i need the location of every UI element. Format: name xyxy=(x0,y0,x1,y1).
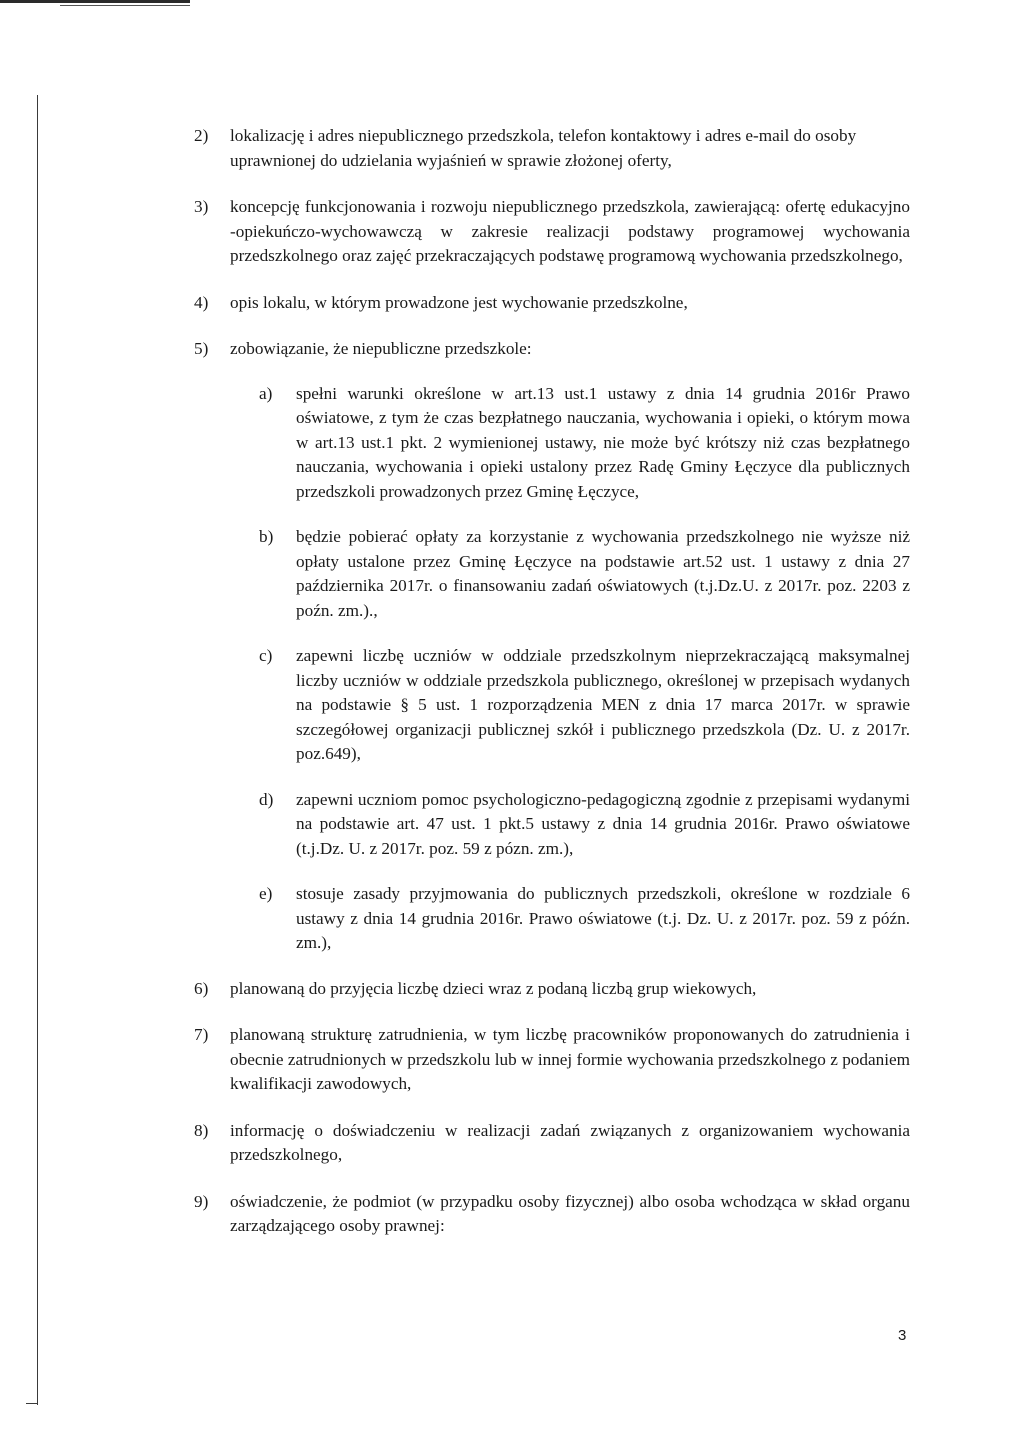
list-item-5 xyxy=(194,337,910,977)
sub-item-e xyxy=(259,882,910,956)
list-item-7 xyxy=(194,1023,910,1097)
sub-item-b xyxy=(259,525,910,623)
sub-letter: c) xyxy=(259,646,273,665)
list-text: opis lokalu, w którym prowadzone jest wychowanie przedszkolne, xyxy=(230,292,688,312)
scan-edge-top-thin xyxy=(60,5,190,6)
list-text: informację o doświadczeniu w realizacji zadań związanych z organizowaniem wychowania przedszkolnego, xyxy=(230,1120,910,1164)
list-number: 4) xyxy=(194,292,209,312)
sub-letter: b) xyxy=(259,527,274,546)
scan-edge-left xyxy=(37,95,38,1405)
list-text: planowaną do przyjęcia liczbę dzieci wraz z podaną liczbą grup wiekowych, xyxy=(230,978,757,998)
sub-letter: d) xyxy=(259,789,274,809)
sub-item-c xyxy=(259,644,910,767)
list-number: 2) xyxy=(194,126,209,145)
list-text: zobowiązanie, że niepubliczne przedszkole: xyxy=(230,339,532,358)
list-number: 5) xyxy=(194,339,209,358)
scan-edge-left-foot xyxy=(26,1403,38,1404)
list-text: planowaną strukturę zatrudnienia, w tym liczbę pracowników proponowanych do zatrudnienia i obecnie zatrudnionych w przedszkolu lub w innej formie wychowania przedszkolnego z podaniem kwalifikacji zawodowych, xyxy=(230,1025,910,1093)
list-item-6 xyxy=(194,977,910,1002)
sub-letter: a) xyxy=(259,383,273,403)
list-item-9 xyxy=(194,1190,910,1239)
sub-text: zapewni uczniom pomoc psychologiczno-pedagogiczną zgodnie z przepisami wydanymi na podstawie art. 47 ust. 1 pkt.5 ustawy z dnia 14 grudnia 2016r. Prawo oświatowe (t.j.Dz. U. z 2017r. poz. 59 z pózn. zm.), xyxy=(296,789,910,858)
list-number: 3) xyxy=(194,197,209,216)
sub-item-d xyxy=(259,788,910,862)
page-number: 3 xyxy=(898,1327,907,1344)
scan-edge-top xyxy=(0,0,190,3)
sub-text: stosuje zasady przyjmowania do publicznych przedszkoli, określone w rozdziale 6 ustawy z dnia 14 grudnia 2016r. Prawo oświatowe (t.j. Dz. U. z 2017r. poz. 59 z późn. zm.), xyxy=(296,884,910,952)
sub-list xyxy=(259,382,910,956)
list-text: oświadczenie, że podmiot (w przypadku osoby fizycznej) albo osoba wchodząca w skład organu zarządzającego osoby prawnej: xyxy=(230,1191,910,1235)
list-number: 9) xyxy=(194,1191,209,1211)
sub-text: będzie pobierać opłaty za korzystanie z wychowania przedszkolnego nie wyższe niż opłaty ustalone przez Gminę Łęczyce na podstawie art.52 ust. 1 ustawy z dnia 27 października 2017r. o finansowaniu zadań oświatowych (t.j.Dz.U. z 2017r. poz. 2203 z poźn. zm.)., xyxy=(296,527,910,620)
list-number: 6) xyxy=(194,978,209,998)
list-item-8 xyxy=(194,1119,910,1168)
sub-item-a xyxy=(259,382,910,505)
list-item-4 xyxy=(194,291,910,316)
list-text: koncepcję funkcjonowania i rozwoju niepublicznego przedszkola, zawierającą: ofertę edukacyjno -opiekuńczo-wychowawczą w zakresie realizacji podstawy programowej wychowania przedszkolnego oraz zajęć przekraczających podstawę programową wychowania przedszkolnego, xyxy=(230,197,910,265)
sub-letter: e) xyxy=(259,884,273,903)
list-item-2 xyxy=(194,124,910,173)
document-page xyxy=(194,124,910,1261)
list-text: lokalizację i adres niepublicznego przedszkola, telefon kontaktowy i adres e-mail do osoby uprawnionej do udzielania wyjaśnień w sprawie złożonej oferty, xyxy=(230,126,857,170)
list-number: 8) xyxy=(194,1120,209,1140)
sub-text: spełni warunki określone w art.13 ust.1 ustawy z dnia 14 grudnia 2016r Prawo oświatowe, z tym że czas bezpłatnego nauczania, wychowania i opieki, o którym mowa w art.13 ust.1 pkt. 2 wymienionej ustawy, nie może być krótszy niż czas bezpłatnego nauczania, wychowania i opieki ustalony przez Radę Gminy Łęczyce dla publicznych przedszkoli prowadzonych przez Gminę Łęczyce, xyxy=(296,383,910,501)
sub-text: zapewni liczbę uczniów w oddziale przedszkolnym nieprzekraczającą maksymalnej liczby uczniów w oddziale przedszkola publicznego, określonej w przepisach wydanych na podstawie § 5 ust. 1 rozporządzenia MEN z dnia 17 marca 2017r. w sprawie szczegółowej organizacji publicznej szkół i publicznego przedszkola (Dz. U. z 2017r. poz.649), xyxy=(296,646,910,763)
list-item-3 xyxy=(194,195,910,269)
list-number: 7) xyxy=(194,1025,209,1044)
